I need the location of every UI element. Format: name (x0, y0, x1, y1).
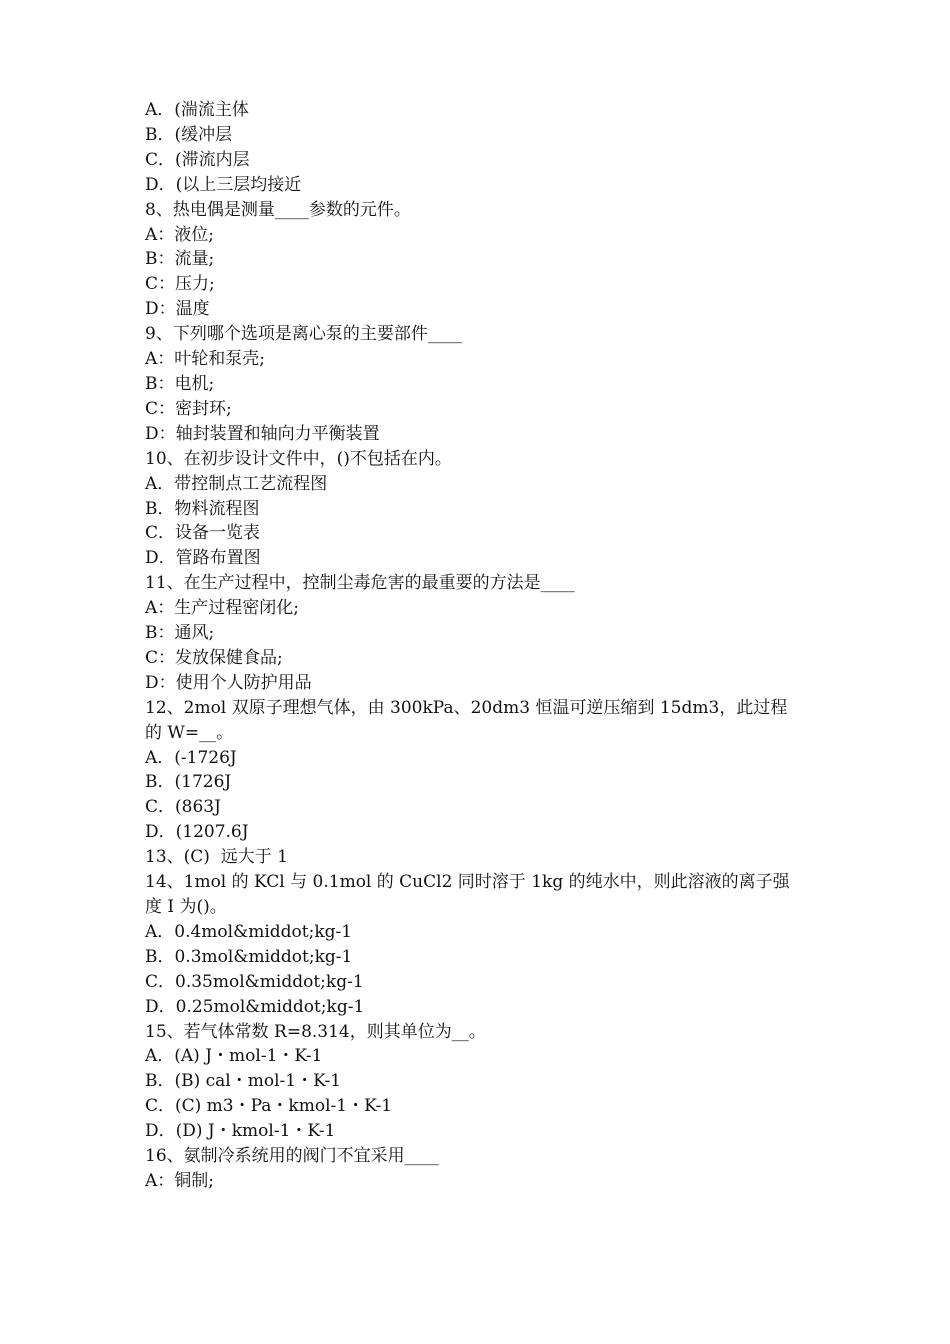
text-line: B．0.3mol&middot;kg-1 (145, 946, 353, 967)
text-line: B．物料流程图 (145, 498, 260, 519)
text-line: C：密封环; (145, 398, 232, 419)
text-line: B：通风; (145, 623, 215, 644)
text-line: B：流量; (145, 249, 215, 270)
text-line: C．设备一览表 (145, 523, 261, 544)
text-line: A．(湍流主体 (145, 100, 249, 120)
question-line: 14、1mol 的 KCl 与 0.1mol 的 CuCl2 同时溶于 1kg 的纯水中，则此溶液的离子强 (145, 872, 790, 893)
question-line: 11、在生产过程中，控制尘毒危害的最重要的方法是____ (145, 573, 575, 594)
text-line: C．(C) m3・Pa・kmol-1・K-1 (145, 1096, 393, 1117)
text-line: A．(-1726J (145, 747, 237, 768)
text-line: D．(D) J・kmol-1・K-1 (145, 1121, 336, 1142)
text-line: D：使用个人防护用品 (145, 672, 312, 693)
text-line: C：发放保健食品; (145, 647, 283, 668)
text-line: 度 I 为()。 (145, 897, 227, 917)
question-line: 10、在初步设计文件中，()不包括在内。 (145, 448, 452, 469)
text-line: C．(滞流内层 (145, 149, 250, 170)
text-line: C：压力; (145, 274, 215, 295)
text-line: D：轴封装置和轴向力平衡装置 (145, 423, 380, 444)
text-line: A．(A) J・mol-1・K-1 (145, 1046, 323, 1067)
question-line: 9、下列哪个选项是离心泵的主要部件____ (145, 324, 462, 345)
text-line: A：生产过程密闭化; (145, 598, 300, 619)
text-line: A．0.4mol&middot;kg-1 (145, 921, 353, 942)
text-line: D．0.25mol&middot;kg-1 (145, 996, 365, 1017)
text-line: A：叶轮和泵壳; (145, 349, 266, 370)
document-body (145, 98, 815, 1194)
text-line: 的 W=__。 (145, 722, 234, 743)
text-line: B：电机; (145, 373, 215, 394)
question-line: 12、2mol 双原子理想气体，由 300kPa、20dm3 恒温可逆压缩到 15dm3，此过程 (145, 697, 788, 718)
question-line: 16、氨制冷系统用的阀门不宜采用____ (145, 1146, 439, 1167)
text-line: D：温度 (145, 299, 210, 320)
text-line: D．(1207.6J (145, 822, 249, 843)
text-line: C．(863J (145, 797, 221, 818)
text-line: C．0.35mol&middot;kg-1 (145, 971, 364, 992)
text-line: A：液位; (145, 224, 215, 245)
text-line: B．(B) cal・mol-1・K-1 (145, 1071, 342, 1092)
text-line: A．带控制点工艺流程图 (145, 473, 328, 494)
text-line: A：铜制; (145, 1170, 215, 1191)
text-line: D．管路布置图 (145, 548, 261, 569)
text-line: B．(1726J (145, 772, 232, 793)
question-line: 13、(C) 远大于 1 (145, 847, 288, 868)
question-line: 15、若气体常数 R=8.314，则其单位为__。 (145, 1021, 486, 1042)
text-line: B．(缓冲层 (145, 124, 233, 145)
question-line: 8、热电偶是测量____参数的元件。 (145, 199, 411, 220)
text-line: D．(以上三层均接近 (145, 174, 302, 195)
